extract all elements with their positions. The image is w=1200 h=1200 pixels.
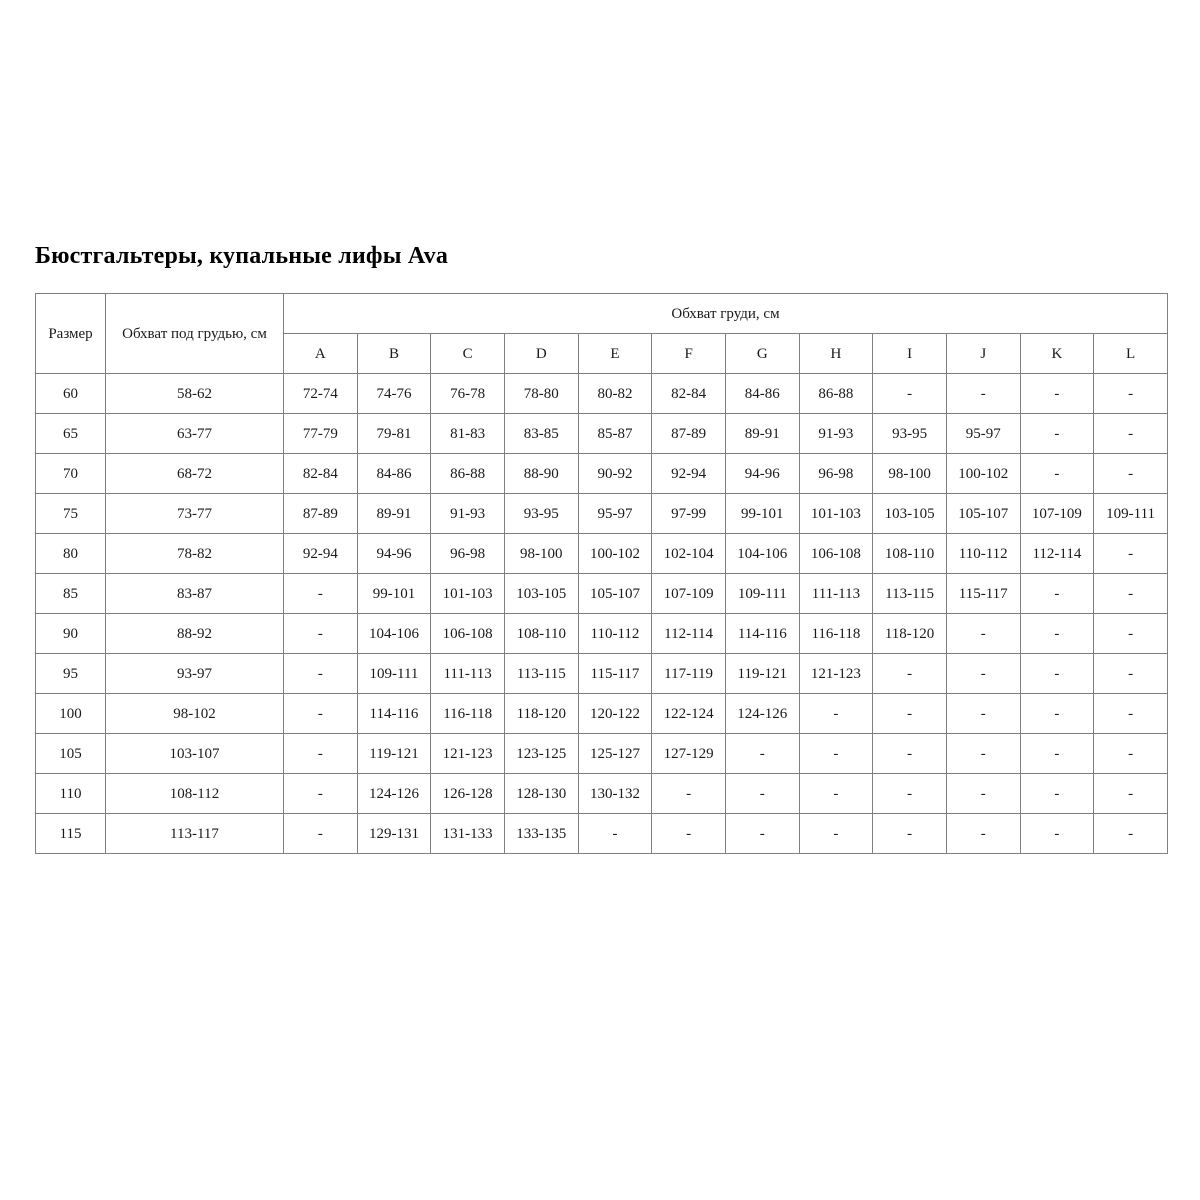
- cup-range-cell: -: [1020, 574, 1094, 614]
- cup-range-cell: -: [873, 814, 947, 854]
- underbust-cell: 78-82: [106, 534, 284, 574]
- underbust-cell: 103-107: [106, 734, 284, 774]
- cup-range-cell: 82-84: [284, 454, 358, 494]
- underbust-cell: 88-92: [106, 614, 284, 654]
- cup-range-cell: 85-87: [578, 414, 652, 454]
- cup-range-cell: 114-116: [725, 614, 799, 654]
- cup-range-cell: 112-114: [652, 614, 726, 654]
- cup-range-cell: 112-114: [1020, 534, 1094, 574]
- cup-range-cell: 108-110: [873, 534, 947, 574]
- cup-range-cell: -: [799, 694, 873, 734]
- cup-range-cell: -: [1094, 454, 1168, 494]
- table-row: [36, 374, 1168, 414]
- cup-range-cell: -: [652, 814, 726, 854]
- cup-range-cell: 104-106: [357, 614, 431, 654]
- underbust-cell: 63-77: [106, 414, 284, 454]
- cup-range-cell: -: [946, 774, 1020, 814]
- cup-range-cell: 100-102: [578, 534, 652, 574]
- cup-column-header: J: [946, 334, 1020, 374]
- cup-column-header: F: [652, 334, 726, 374]
- underbust-cell: 58-62: [106, 374, 284, 414]
- cup-range-cell: 106-108: [431, 614, 505, 654]
- size-cell: 90: [36, 614, 106, 654]
- cup-range-cell: -: [1020, 774, 1094, 814]
- cup-range-cell: 105-107: [946, 494, 1020, 534]
- cup-range-cell: 92-94: [652, 454, 726, 494]
- size-chart-body: [36, 374, 1168, 854]
- cup-range-cell: -: [1020, 414, 1094, 454]
- cup-range-cell: 124-126: [725, 694, 799, 734]
- table-row: [36, 734, 1168, 774]
- cup-range-cell: 86-88: [431, 454, 505, 494]
- underbust-cell: 73-77: [106, 494, 284, 534]
- cup-range-cell: -: [284, 734, 358, 774]
- cup-range-cell: 124-126: [357, 774, 431, 814]
- table-row: [36, 574, 1168, 614]
- cup-range-cell: 109-111: [1094, 494, 1168, 534]
- table-row: [36, 694, 1168, 734]
- cup-range-cell: 76-78: [431, 374, 505, 414]
- cup-range-cell: -: [284, 614, 358, 654]
- cup-range-cell: 116-118: [799, 614, 873, 654]
- table-row: [36, 774, 1168, 814]
- size-cell: 95: [36, 654, 106, 694]
- cup-range-cell: 105-107: [578, 574, 652, 614]
- cup-range-cell: -: [1094, 774, 1168, 814]
- cup-range-cell: 96-98: [431, 534, 505, 574]
- cup-range-cell: 126-128: [431, 774, 505, 814]
- cup-range-cell: -: [799, 734, 873, 774]
- cup-range-cell: 88-90: [504, 454, 578, 494]
- header-row-top: [36, 294, 1168, 334]
- cup-range-cell: 84-86: [725, 374, 799, 414]
- size-cell: 110: [36, 774, 106, 814]
- cup-range-cell: -: [946, 814, 1020, 854]
- size-chart-table: [35, 293, 1168, 854]
- cup-range-cell: 90-92: [578, 454, 652, 494]
- cup-range-cell: -: [1020, 694, 1094, 734]
- cup-range-cell: -: [873, 654, 947, 694]
- cup-range-cell: 125-127: [578, 734, 652, 774]
- cup-range-cell: 86-88: [799, 374, 873, 414]
- cup-range-cell: 93-95: [504, 494, 578, 534]
- cup-range-cell: -: [1094, 534, 1168, 574]
- cup-range-cell: 103-105: [873, 494, 947, 534]
- cup-range-cell: 104-106: [725, 534, 799, 574]
- cup-range-cell: 121-123: [799, 654, 873, 694]
- cup-range-cell: -: [1094, 574, 1168, 614]
- size-cell: 70: [36, 454, 106, 494]
- cup-range-cell: -: [1020, 374, 1094, 414]
- cup-range-cell: 119-121: [357, 734, 431, 774]
- cup-range-cell: 129-131: [357, 814, 431, 854]
- cup-column-header: G: [725, 334, 799, 374]
- table-row: [36, 494, 1168, 534]
- underbust-cell: 113-117: [106, 814, 284, 854]
- cup-range-cell: 102-104: [652, 534, 726, 574]
- cup-range-cell: 96-98: [799, 454, 873, 494]
- table-row: [36, 454, 1168, 494]
- cup-range-cell: 108-110: [504, 614, 578, 654]
- cup-range-cell: 84-86: [357, 454, 431, 494]
- cup-range-cell: -: [1020, 734, 1094, 774]
- cup-range-cell: -: [946, 694, 1020, 734]
- cup-range-cell: -: [284, 574, 358, 614]
- cup-column-header: I: [873, 334, 947, 374]
- cup-range-cell: -: [946, 614, 1020, 654]
- cup-column-header: H: [799, 334, 873, 374]
- cup-range-cell: 111-113: [799, 574, 873, 614]
- cup-range-cell: -: [1094, 374, 1168, 414]
- size-chart-header: [36, 294, 1168, 374]
- cup-range-cell: 78-80: [504, 374, 578, 414]
- size-cell: 65: [36, 414, 106, 454]
- cup-range-cell: 79-81: [357, 414, 431, 454]
- cup-range-cell: 82-84: [652, 374, 726, 414]
- cup-range-cell: 110-112: [946, 534, 1020, 574]
- cup-range-cell: 95-97: [578, 494, 652, 534]
- cup-range-cell: 94-96: [357, 534, 431, 574]
- cup-range-cell: 109-111: [357, 654, 431, 694]
- cup-range-cell: 119-121: [725, 654, 799, 694]
- cup-range-cell: -: [725, 734, 799, 774]
- cup-range-cell: 74-76: [357, 374, 431, 414]
- underbust-cell: 93-97: [106, 654, 284, 694]
- cup-range-cell: 120-122: [578, 694, 652, 734]
- underbust-cell: 68-72: [106, 454, 284, 494]
- cup-range-cell: -: [1020, 614, 1094, 654]
- cup-range-cell: 94-96: [725, 454, 799, 494]
- cup-range-cell: 95-97: [946, 414, 1020, 454]
- cup-range-cell: 128-130: [504, 774, 578, 814]
- cup-range-cell: -: [725, 814, 799, 854]
- cup-range-cell: 127-129: [652, 734, 726, 774]
- cup-range-cell: 92-94: [284, 534, 358, 574]
- cup-range-cell: -: [1094, 734, 1168, 774]
- cup-range-cell: -: [284, 814, 358, 854]
- cup-range-cell: -: [873, 734, 947, 774]
- cup-range-cell: 101-103: [799, 494, 873, 534]
- cup-range-cell: 118-120: [504, 694, 578, 734]
- cup-range-cell: 121-123: [431, 734, 505, 774]
- size-cell: 100: [36, 694, 106, 734]
- cup-range-cell: 122-124: [652, 694, 726, 734]
- cup-range-cell: -: [1020, 454, 1094, 494]
- cup-range-cell: 111-113: [431, 654, 505, 694]
- table-row: [36, 654, 1168, 694]
- cup-range-cell: 109-111: [725, 574, 799, 614]
- cup-range-cell: -: [1094, 614, 1168, 654]
- cup-range-cell: 106-108: [799, 534, 873, 574]
- cup-range-cell: -: [1020, 814, 1094, 854]
- cup-range-cell: 83-85: [504, 414, 578, 454]
- cup-range-cell: 100-102: [946, 454, 1020, 494]
- size-cell: 85: [36, 574, 106, 614]
- cup-range-cell: 114-116: [357, 694, 431, 734]
- cup-range-cell: -: [799, 814, 873, 854]
- underbust-cell: 83-87: [106, 574, 284, 614]
- cup-range-cell: 98-100: [873, 454, 947, 494]
- cup-range-cell: 107-109: [1020, 494, 1094, 534]
- cup-range-cell: 113-115: [504, 654, 578, 694]
- size-cell: 105: [36, 734, 106, 774]
- cup-range-cell: -: [946, 734, 1020, 774]
- cup-column-header: L: [1094, 334, 1168, 374]
- cup-range-cell: -: [873, 694, 947, 734]
- cup-range-cell: 115-117: [578, 654, 652, 694]
- size-cell: 115: [36, 814, 106, 854]
- cup-column-header: A: [284, 334, 358, 374]
- cup-range-cell: 123-125: [504, 734, 578, 774]
- cup-range-cell: -: [578, 814, 652, 854]
- cup-range-cell: -: [725, 774, 799, 814]
- size-cell: 80: [36, 534, 106, 574]
- cup-range-cell: -: [284, 654, 358, 694]
- cup-range-cell: 99-101: [725, 494, 799, 534]
- cup-range-cell: -: [946, 654, 1020, 694]
- cup-range-cell: 117-119: [652, 654, 726, 694]
- bust-group-header: Обхват груди, см: [284, 294, 1168, 334]
- cup-range-cell: 77-79: [284, 414, 358, 454]
- cup-range-cell: 97-99: [652, 494, 726, 534]
- cup-range-cell: 81-83: [431, 414, 505, 454]
- cup-range-cell: 87-89: [284, 494, 358, 534]
- page-title: Бюстгальтеры, купальные лифы Ava: [35, 243, 449, 269]
- cup-range-cell: -: [1094, 694, 1168, 734]
- cup-range-cell: 80-82: [578, 374, 652, 414]
- cup-range-cell: 133-135: [504, 814, 578, 854]
- size-column-header: Размер: [36, 294, 106, 374]
- cup-range-cell: 110-112: [578, 614, 652, 654]
- cup-range-cell: 98-100: [504, 534, 578, 574]
- table-row: [36, 614, 1168, 654]
- cup-range-cell: 113-115: [873, 574, 947, 614]
- cup-range-cell: 93-95: [873, 414, 947, 454]
- cup-range-cell: -: [284, 694, 358, 734]
- cup-range-cell: -: [1094, 654, 1168, 694]
- cup-column-header: C: [431, 334, 505, 374]
- cup-range-cell: 89-91: [725, 414, 799, 454]
- cup-range-cell: -: [873, 774, 947, 814]
- page-container: [35, 0, 1168, 854]
- underbust-cell: 108-112: [106, 774, 284, 814]
- size-cell: 75: [36, 494, 106, 534]
- cup-range-cell: 101-103: [431, 574, 505, 614]
- size-cell: 60: [36, 374, 106, 414]
- cup-range-cell: 115-117: [946, 574, 1020, 614]
- cup-range-cell: 130-132: [578, 774, 652, 814]
- cup-range-cell: 99-101: [357, 574, 431, 614]
- cup-range-cell: 116-118: [431, 694, 505, 734]
- cup-range-cell: -: [799, 774, 873, 814]
- cup-range-cell: 89-91: [357, 494, 431, 534]
- cup-range-cell: -: [1020, 654, 1094, 694]
- cup-range-cell: -: [1094, 414, 1168, 454]
- cup-column-header: B: [357, 334, 431, 374]
- cup-column-header: D: [504, 334, 578, 374]
- cup-range-cell: 107-109: [652, 574, 726, 614]
- cup-range-cell: 87-89: [652, 414, 726, 454]
- cup-range-cell: -: [873, 374, 947, 414]
- cup-range-cell: 91-93: [431, 494, 505, 534]
- cup-range-cell: -: [652, 774, 726, 814]
- table-row: [36, 814, 1168, 854]
- cup-range-cell: 118-120: [873, 614, 947, 654]
- cup-range-cell: -: [946, 374, 1020, 414]
- underbust-column-header: Обхват под грудью, см: [106, 294, 284, 374]
- cup-range-cell: 131-133: [431, 814, 505, 854]
- table-row: [36, 414, 1168, 454]
- table-row: [36, 534, 1168, 574]
- cup-range-cell: -: [1094, 814, 1168, 854]
- cup-range-cell: -: [284, 774, 358, 814]
- cup-column-header: E: [578, 334, 652, 374]
- underbust-cell: 98-102: [106, 694, 284, 734]
- cup-column-header: K: [1020, 334, 1094, 374]
- cup-range-cell: 72-74: [284, 374, 358, 414]
- cup-range-cell: 91-93: [799, 414, 873, 454]
- cup-range-cell: 103-105: [504, 574, 578, 614]
